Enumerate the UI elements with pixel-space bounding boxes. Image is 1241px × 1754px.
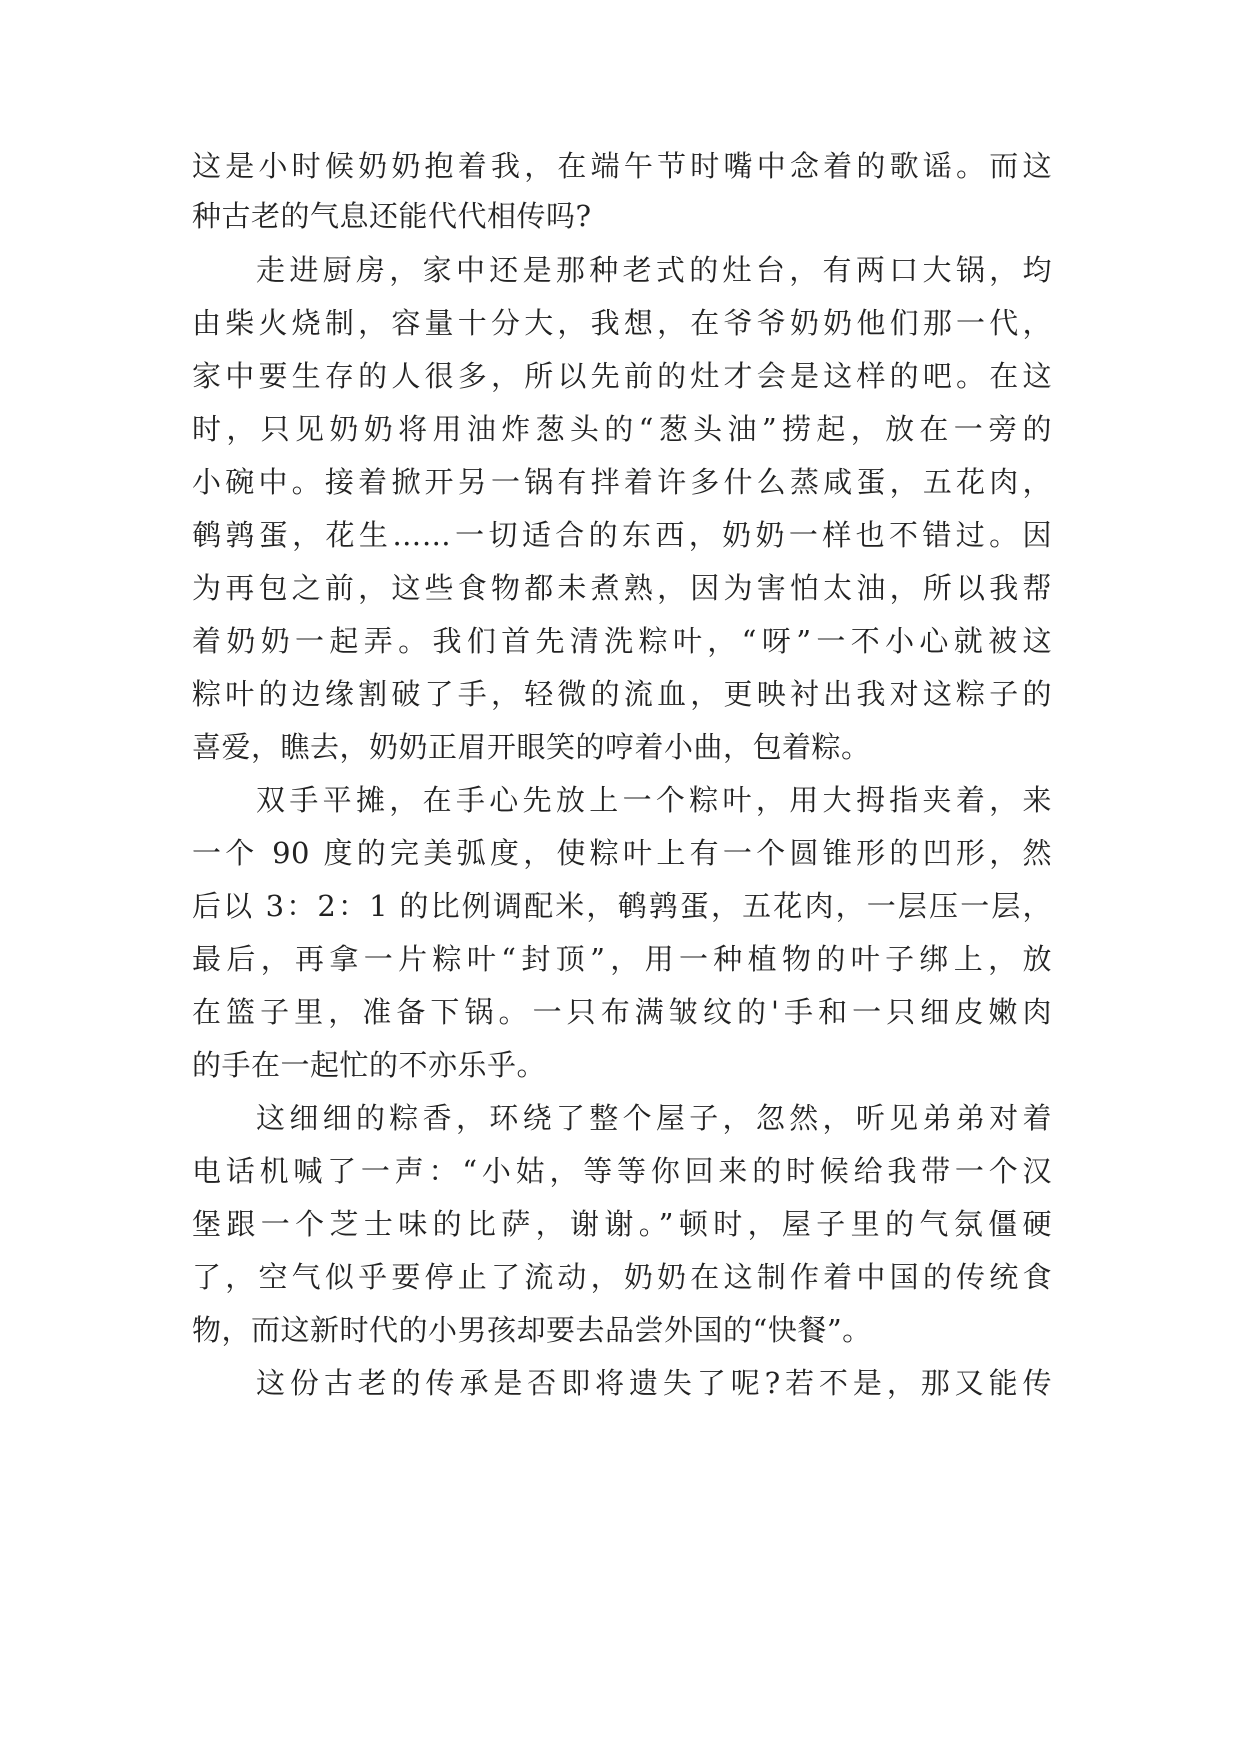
text-line: 鹌鹑蛋，花生……一切适合的东西，奶奶一样也不错过。因 xyxy=(192,518,1052,552)
text-line: 这是小时候奶奶抱着我，在端午节时嘴中念着的歌谣。而这 xyxy=(192,149,1052,183)
text-line: 后以 3：2：1 的比例调配米，鹌鹑蛋，五花肉，一层压一层， xyxy=(192,889,1052,923)
text-line: 双手平摊，在手心先放上一个粽叶，用大拇指夹着，来 xyxy=(256,783,1052,817)
text-line: 由柴火烧制，容量十分大，我想，在爷爷奶奶他们那一代， xyxy=(192,306,1052,340)
text-line: 走进厨房，家中还是那种老式的灶台，有两口大锅，均 xyxy=(256,253,1052,287)
text-line: 着奶奶一起弄。我们首先清洗粽叶，“呀”一不小心就被这 xyxy=(192,624,1052,658)
text-line: 粽叶的边缘割破了手，轻微的流血，更映衬出我对这粽子的 xyxy=(192,677,1052,711)
text-line: 在篮子里，准备下锅。一只布满皱纹的'手和一只细皮嫩肉 xyxy=(192,995,1052,1029)
text-line: 一个 90 度的完美弧度，使粽叶上有一个圆锥形的凹形，然 xyxy=(192,836,1052,870)
text-line: 种古老的气息还能代代相传吗? xyxy=(192,199,592,233)
text-line: 家中要生存的人很多，所以先前的灶才会是这样的吧。在这 xyxy=(192,359,1052,393)
text-line: 物，而这新时代的小男孩却要去品尝外国的“快餐”。 xyxy=(192,1313,872,1347)
text-line: 这份古老的传承是否即将遗失了呢?若不是，那又能传 xyxy=(256,1366,1052,1400)
text-line: 的手在一起忙的不亦乐乎。 xyxy=(192,1048,547,1082)
text-line: 了，空气似乎要停止了流动，奶奶在这制作着中国的传统食 xyxy=(192,1260,1052,1294)
text-line: 这细细的粽香，环绕了整个屋子，忽然，听见弟弟对着 xyxy=(256,1101,1052,1135)
text-line: 喜爱，瞧去，奶奶正眉开眼笑的哼着小曲，包着粽。 xyxy=(192,730,871,764)
text-line: 小碗中。接着掀开另一锅有拌着许多什么蒸咸蛋，五花肉， xyxy=(192,465,1052,499)
text-line: 时，只见奶奶将用油炸葱头的“葱头油”捞起，放在一旁的 xyxy=(192,412,1052,446)
text-line: 电话机喊了一声：“小姑，等等你回来的时候给我带一个汉 xyxy=(192,1154,1052,1188)
text-line: 为再包之前，这些食物都未煮熟，因为害怕太油，所以我帮 xyxy=(192,571,1052,605)
text-line: 最后，再拿一片粽叶“封顶”，用一种植物的叶子绑上，放 xyxy=(192,942,1052,976)
text-line: 堡跟一个芝士味的比萨，谢谢。”顿时，屋子里的气氛僵硬 xyxy=(192,1207,1052,1241)
